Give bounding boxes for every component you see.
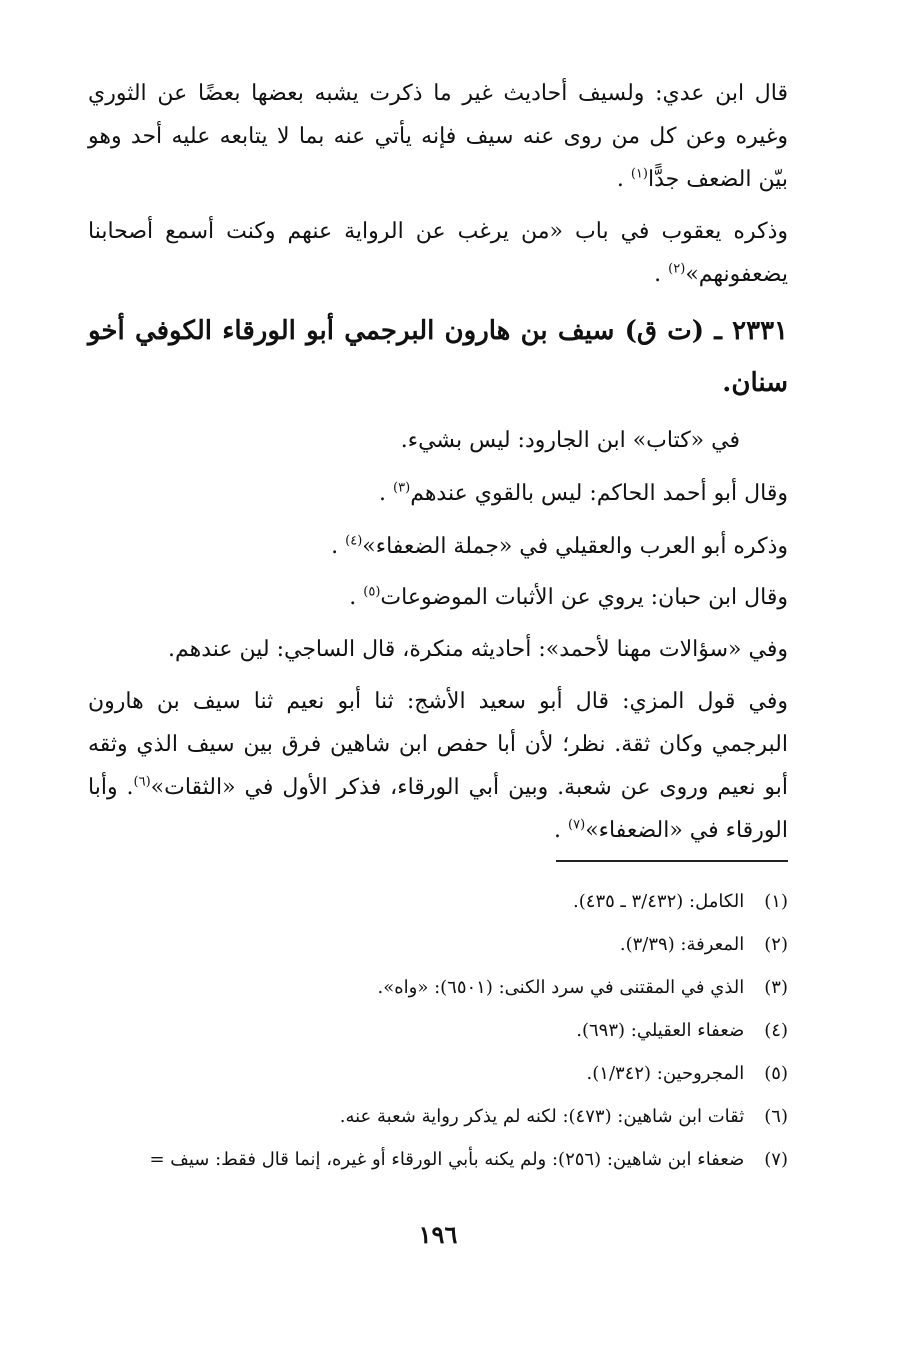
footnote-ref-2[interactable]: (٢) (668, 261, 686, 277)
footnote-number: (٥) (764, 1063, 788, 1084)
paragraph-end: . (616, 167, 631, 192)
line-muhanna: وفي «سؤالات مهنا لأحمد»: أحاديثه منكرة، قال الساجي: لين عندهم. (167, 637, 788, 662)
footnote-text: ثقات ابن شاهين: (٤٧٣): لكنه لم يذكر رواية شعبة عنه. (339, 1106, 745, 1127)
footnote-item (88, 1138, 788, 1181)
footnote-item (88, 1095, 788, 1138)
paragraph-text: وذكره يعقوب في باب «من يرغب عن الرواية عنهم وكنت أسمع أصحابنا يضعفونهم» (88, 219, 788, 287)
line-text: وذكره أبو العرب والعقيلي في «جملة الضعفاء» (362, 534, 788, 559)
footnote-item (88, 1009, 788, 1052)
line-end: . (349, 585, 364, 610)
footnote-text: المعرفة: (٣/٣٩). (619, 934, 745, 955)
paragraph-text-cont: . وأبا الورقاء في «الضعفاء» (88, 775, 788, 843)
line-end: . (331, 534, 346, 559)
paragraph-mizzi (88, 680, 788, 852)
book-page (88, 72, 788, 1352)
footnote-number: (٢) (764, 934, 788, 955)
line-text: وقال ابن حبان: يروي عن الأثبات الموضوعات (380, 585, 788, 610)
footnote-number: (٦) (764, 1106, 788, 1127)
footnote-ref-5[interactable]: (٥) (363, 584, 381, 600)
entry-heading: ٢٣٣١ ـ (ت ق) سيف بن هارون البرجمي أبو الورقاء الكوفي أخو سنان. (88, 316, 788, 398)
line-end: . (379, 481, 394, 506)
footnote-ref-3[interactable]: (٣) (393, 480, 411, 496)
footnote-number: (٤) (764, 1020, 788, 1041)
line-ibn-jarud: في «كتاب» ابن الجارود: ليس بشيء. (400, 428, 740, 453)
footnote-ref-4[interactable]: (٤) (345, 533, 363, 549)
paragraph-end: . (654, 262, 669, 287)
footnote-ref-7[interactable]: (٧) (568, 817, 586, 833)
footnote-text: المجروحين: (١/٣٤٢). (586, 1063, 745, 1084)
footnote-ref-6[interactable]: (٦) (133, 774, 151, 790)
footnote-text: الكامل: (٣/٤٣٢ ـ ٤٣٥). (573, 891, 745, 912)
footnote-separator (556, 860, 788, 862)
paragraph-ibn-adi (88, 72, 788, 201)
footnote-item (88, 923, 788, 966)
paragraph-end: . (554, 818, 569, 843)
paragraph-yaqub (88, 210, 788, 296)
footnotes (88, 880, 788, 1181)
line-ibn-hibban (88, 576, 788, 619)
footnote-item (88, 1052, 788, 1095)
footnote-text: ضعفاء العقيلي: (٦٩٣). (576, 1020, 745, 1041)
paragraph-text: قال ابن عدي: ولسيف أحاديث غير ما ذكرت يشبه بعضها بعضًا عن الثوري وغيره وعن كل من روى عنه سيف فإنه يأتي عنه بما لا يتابعه عليه أحد وهو بيّن الضعف جدًّا (88, 81, 788, 192)
paragraph-text: وفي قول المزي: قال أبو سعيد الأشج: ثنا أبو نعيم ثنا سيف بن هارون البرجمي وكان ثقة. نظر؛ لأن أبا حفص ابن شاهين فرق بين سيف الذي وثقه أبو نعيم وروى عن شعبة. وبين أبي الورقاء، فذكر الأول في «الثقات» (88, 689, 788, 800)
line-abu-arab (88, 525, 788, 568)
footnote-number: (٣) (764, 977, 788, 998)
footnote-item (88, 966, 788, 1009)
footnote-text: ضعفاء ابن شاهين: (٢٥٦): ولم يكنه بأبي الورقاء أو غيره، إنما قال فقط: سيف = (149, 1149, 745, 1170)
footnote-ref-1[interactable]: (١) (630, 166, 648, 182)
footnote-item (88, 880, 788, 923)
footnote-number: (٧) (764, 1149, 788, 1170)
page-number: ١٩٦ (418, 1220, 458, 1249)
footnote-text: الذي في المقتنى في سرد الكنى: (٦٥٠١): «واه». (377, 977, 745, 998)
footnote-number: (١) (764, 891, 788, 912)
line-hakim (88, 472, 788, 515)
line-text: وقال أبو أحمد الحاكم: ليس بالقوي عندهم (410, 481, 788, 506)
